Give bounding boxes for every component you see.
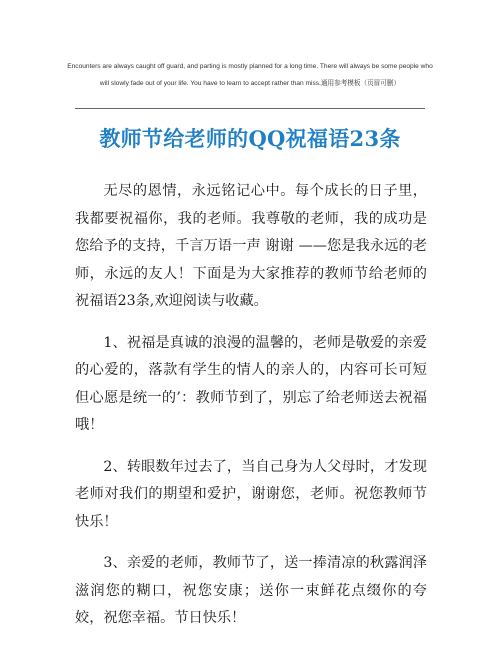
header-divider xyxy=(75,108,425,109)
blessing-item-1: 1、祝福是真诚的浪漫的温馨的，老师是敬爱的亲爱的心爱的，落款有学生的情人的亲人的，内容可长可短但心愿是统一的’：教师节到了，别忘了给老师送去祝福哦！ xyxy=(75,334,427,433)
page-header-text: Encounters are always caught off guard, and parting is mostly planned for a long time. There will always be some people who will slowly fade out of your life. You have to learn to accept rather than miss.通用参考模板（页眉可删） xyxy=(67,63,433,87)
blessing-item-2: 2、转眼数年过去了，当自己身为人父母时，才发现老师对我们的期望和爱护，谢谢您，老师。祝您教师节快乐！ xyxy=(75,458,427,530)
document-body xyxy=(75,178,427,647)
blessing-item-3: 3、亲爱的老师，教师节了，送一捧清凉的秋露润泽滋润您的糊口，祝您安康；送你一束鲜花点缀你的夸姣，祝您幸福。节日快乐！ xyxy=(75,555,427,626)
intro-paragraph: 无尽的恩情，永远铭记心中。每个成长的日子里，我都要祝福你，我的老师。我尊敬的老师，我的成功是您给予的支持，千言万语一声 谢谢 ——您是我永远的老师，永远的友人！下面是为大家推荐的教师节给老师的祝福语23条,欢迎阅读与收藏。 xyxy=(75,183,427,309)
document-title: 教师节给老师的QQ祝福语23条 xyxy=(99,126,401,151)
